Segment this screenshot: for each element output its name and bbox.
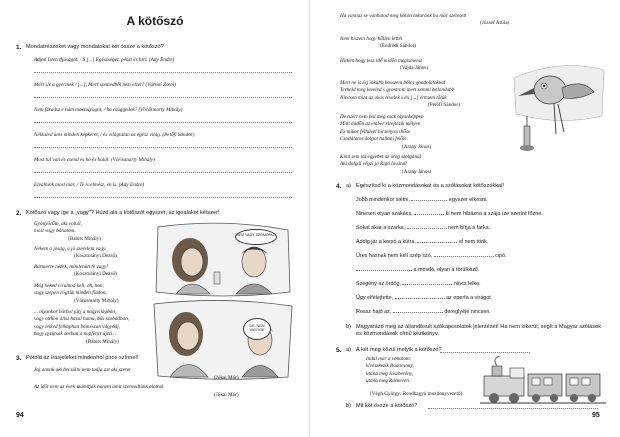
page-number: 94 xyxy=(16,412,24,419)
proverb-1: Jobb mindenkor siétni, egyszer elkésni. xyxy=(356,197,488,203)
proverb-5: Üres hasnak nem kell szép szó, cipó. xyxy=(356,253,507,259)
conversation-illustration xyxy=(148,222,298,382)
proverb-3: Sokat akar a szarka, nem bírja a farka. xyxy=(356,225,491,231)
blank-input[interactable] xyxy=(356,270,412,271)
q2-poem-1: Gyönyörűm, aki voltál, most vagy bánatom. (Babits Mihály) xyxy=(34,221,101,242)
quote-5: De azért nem hal meg csak olyanképpen Mint midőn az ember elrejtézik mélyen Ex mikor félhüvel bicsenyes illőse Csodálatos dolgot hallani felőle. (Arany János) xyxy=(340,114,432,150)
page-number: 95 xyxy=(592,412,600,419)
q1-sentence-3: Nem fáradsz e nám moszolyogni, / ha csüggedek? (Vörösmarty Mihály) xyxy=(34,107,183,113)
speech-bubble-1: NEM VAGY SZOMORÚ? xyxy=(235,229,277,245)
proverb-8: Úgy elfelejtette, az eperfa a virágot. xyxy=(356,295,493,301)
answer-line[interactable] xyxy=(34,97,292,98)
blank-input[interactable] xyxy=(414,214,444,215)
answer-line[interactable] xyxy=(440,352,530,353)
question-5-sub-a: a) xyxy=(346,347,351,353)
question-4-sub-a: a) xyxy=(346,183,351,189)
question-4-text: Egészítsd ki a közmondásokat és a szólásokat kötőszókkal! xyxy=(356,183,504,189)
question-3-text: Pótold az írásjeleket mindenhol piros színnel! xyxy=(26,355,139,361)
q3-source-1: (Jókai Mór) xyxy=(214,375,239,381)
proverb-2: Ninesen olyan szakács, ki nem hibázna a szája íze szerint főzne. xyxy=(356,211,543,217)
right-page xyxy=(310,0,620,437)
question-5-sub-b: b) xyxy=(346,403,351,409)
quote-3: Hittem hogy lesz idő midőn megismersz (Vajda János) xyxy=(340,58,429,72)
question-1-number: 1. xyxy=(16,44,22,51)
blank-input[interactable] xyxy=(417,242,457,243)
blank-input[interactable] xyxy=(402,284,452,285)
q2-poem-3: Bármerre nézek, mindenütt te vagy! (Kosztolányi Dezső) xyxy=(34,264,117,278)
q3-source-2: (Jókai Mór) xyxy=(214,392,239,398)
question-5-text: A két meg közül melyik a kötőszó? xyxy=(356,347,442,353)
page-title: A kötőszó xyxy=(126,14,184,28)
question-5b-text: Mit köt össze a kötőszó? xyxy=(356,403,418,409)
blank-input[interactable] xyxy=(411,200,447,201)
question-5-number: 5. xyxy=(336,347,342,354)
blank-input[interactable] xyxy=(393,312,443,313)
q3-sentence-1: Jaj annak aki becsülni nem tudja azt aki szeret xyxy=(34,367,131,373)
quote-4: Mert ne is érj inkább hosszem bölcs gondolatokkal Terheld meg leveled s gyomrom mert semmi bolondabb Nincsen mint az okos levelek s én [...] érttsem tőlük (Petőfi Sándor) xyxy=(340,80,460,109)
q5-source: (Végh György: Rendhagyó mozdonyvezető) xyxy=(370,391,463,397)
q1-sentence-2: Mért sír a gyermek / [...], Mert szemedből nézi elzét? (Várnai Zseni) xyxy=(34,82,176,88)
blank-input[interactable] xyxy=(434,256,494,257)
question-2-number: 2. xyxy=(16,210,22,217)
quote-6: Kinn sem lát egyebet az öreg szolgánál Aki dolgát végzi jó Rigó lovánál (Arany János) xyxy=(340,154,432,175)
answer-line[interactable] xyxy=(34,147,292,148)
q2-poem-5: ... olyankor bárhol járj a nagyvilágban, vagy otthon állsz hazai hamu, bús szobádban, vagy lelked felkaphan bámészan vágyódj, hogy gyújtsák sorban a napfényt újzzi... (Babits Mihály) xyxy=(34,309,130,345)
answer-line[interactable] xyxy=(428,408,598,409)
q1-sentence-6: Elvállunk most már, / Te is elmész, én is. (Ady Endre) xyxy=(34,182,145,188)
bird-illustration xyxy=(510,56,606,166)
q5-poem: Indul már a vonatom: kíveszkezik Budacsony, utána meg Jászberény, utána meg Rúckevén. xyxy=(366,356,414,385)
blank-input[interactable] xyxy=(407,228,447,229)
proverb-6: a mosdó, olyan a törülköző. xyxy=(356,267,479,273)
proverb-9: Rossz hajó az, dereglyéje nincsen. xyxy=(356,309,491,315)
speech-bubble-2: DE, NEM VAGYOK xyxy=(243,318,271,340)
q2-poem-4: Még neked virulnod kell, oh, hon, vagy szépen rögzük minden fiadon. (Vörösmarty Mihály) xyxy=(34,283,119,304)
question-4-sub-b: b) xyxy=(346,324,351,330)
blank-input[interactable] xyxy=(395,298,445,299)
question-3-number: 3. xyxy=(16,355,22,362)
question-1-text: Mondatrészeket vagy mondatokat köt össze a kötőszó? xyxy=(26,44,164,50)
train-illustration xyxy=(480,356,606,406)
q1-sentence-4: Nélkaled üres minden képkeret, / és világtalan az egész világ. (Petőfi Sándor) xyxy=(34,132,195,138)
q2-poem-2: Nekem a jóság, a jó szerelem vagy. (Kosztolányi Dezső) xyxy=(34,246,117,260)
answer-line[interactable] xyxy=(34,122,292,123)
question-2-text: Kötőszó vagy íge a „vagy"? Húzd alá a kötőszót egyszer, az igealakot kétszer! xyxy=(26,210,220,216)
proverb-4: Addig jár a korsó a kútra, el nem törik. xyxy=(356,239,489,245)
quote-2: Nem hiszem hogy hűtlen lettél (Endrődi Sándor) xyxy=(340,36,417,50)
question-4-number: 4. xyxy=(336,183,342,190)
question-4b-text: Magyarázd meg az állandósult szókapcsolatok jelentését! Ha nem sikerül, segít a Magyar szólások és közmondások című kézikönyv. xyxy=(356,324,602,337)
proverb-7: Szegény az ördög, nincs lelke. xyxy=(356,281,481,287)
answer-line[interactable] xyxy=(34,72,292,73)
q1-sentence-5: Most túl van és csend és hó és halál. (Vörösmarty Mihály) xyxy=(34,157,155,163)
q3-sentence-2: Az időt nem az évek számítják hanem amit szenvedtünk alattok xyxy=(34,384,164,390)
quote-1: Ha vannaz se vanhatod meg közön tokaránk ha már szétesett (József Attila) xyxy=(340,13,510,27)
answer-line[interactable] xyxy=(34,197,292,198)
q1-sentence-1: Adjon Isten tfjúságot, / S [...] Egészséget, pénzt és hírt. (Ady Endre) xyxy=(34,57,175,63)
answer-line[interactable] xyxy=(34,172,292,173)
